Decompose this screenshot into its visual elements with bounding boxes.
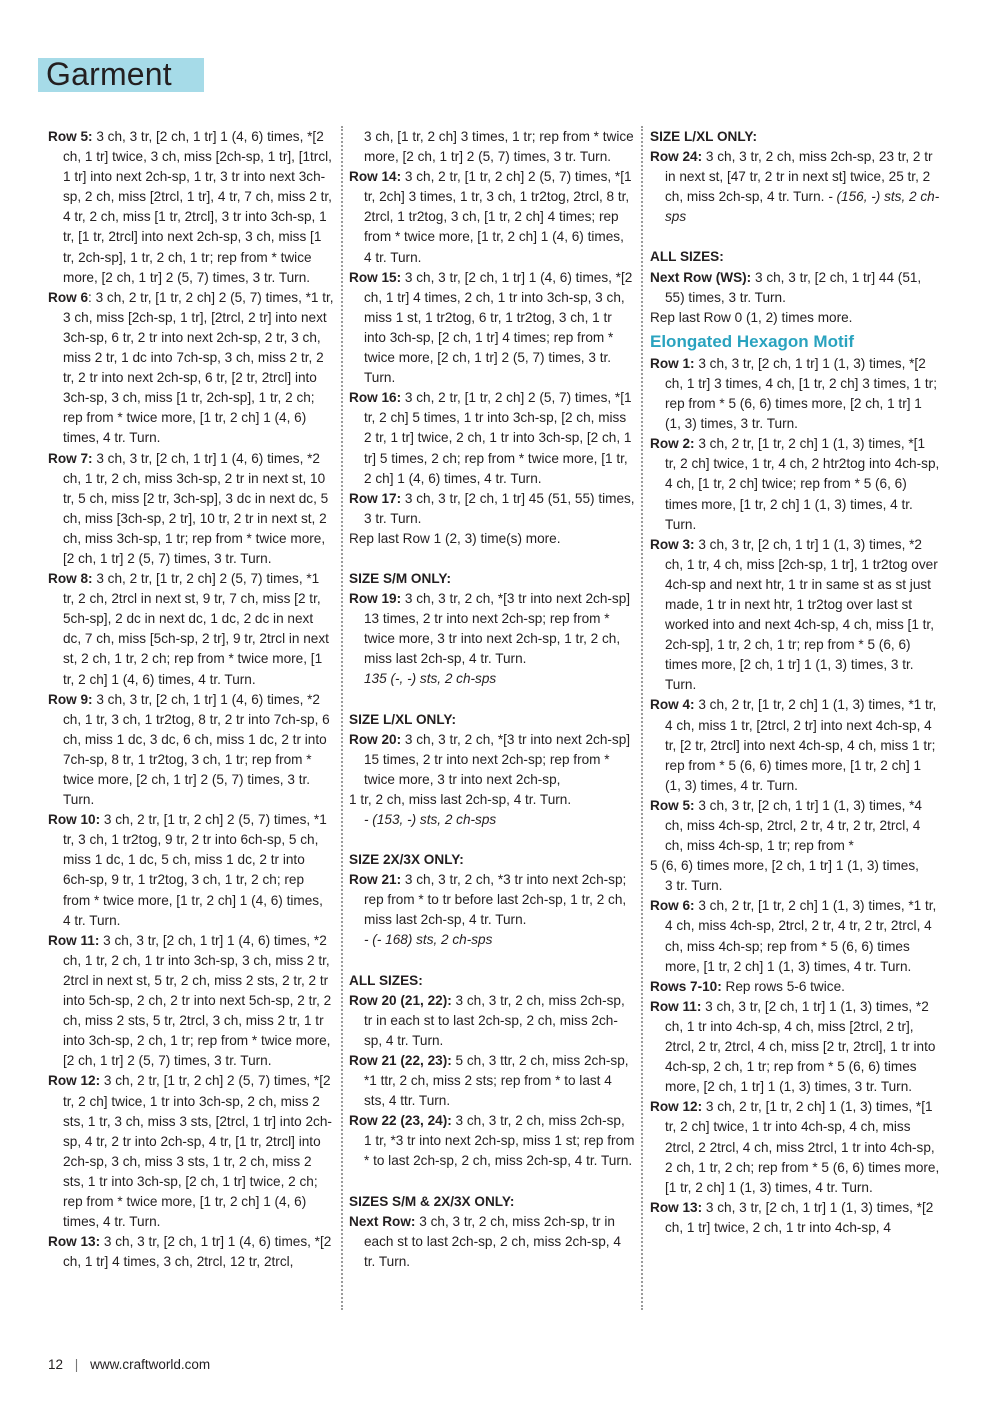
plain-text: 1 tr, 2 ch, miss last 2ch-sp, 4 tr. Turn. [349, 791, 572, 807]
spacer [349, 690, 635, 710]
row-label: Row 7: [48, 450, 93, 466]
stitch-count: - (- 168) sts, 2 ch-sps [364, 932, 493, 948]
row-text: 3 ch, 3 tr, 2 ch, miss 2ch-sp, 1 tr, *3 tr into next 2ch-sp, miss 1 st; rep from * to last 2ch-sp, 2 ch, miss 2ch-sp, 4 tr. Turn. [364, 1113, 635, 1169]
instruction-row [48, 1232, 334, 1272]
spacer [349, 1172, 635, 1192]
size-heading: SIZE L/XL ONLY: [349, 711, 457, 727]
spacer [349, 549, 635, 569]
instruction-row [650, 977, 940, 997]
instruction-row [349, 870, 635, 930]
row-text: 3 ch, 3 tr, [2 ch, 1 tr] 1 (4, 6) times, *2 ch, 1 tr, 2 ch, 1 tr into 3ch-sp, 3 ch, miss 2 tr, 2trcl in next st, 5 tr, 2 ch, miss 2 sts, 2 tr, 2 tr into 5ch-sp, 2 ch, 2 tr into next 5ch-sp, 2 tr, 2 ch, miss 2 sts, 5 tr, 2trcl, 3 ch, miss 2 tr, 1 tr into 3ch-sp, 2 ch, 1 tr; rep from * twice more, [2 ch, 1 tr] 2 (5, 7) times, 3 tr. Turn. [63, 932, 332, 1069]
instruction-row [349, 167, 635, 267]
column-divider [341, 126, 343, 1310]
row-label: Row 4: [650, 697, 695, 713]
row-label: Row 6 [48, 289, 89, 305]
row-text: 3 ch, 3 tr, 2 ch, miss 2ch-sp, 23 tr, 2 tr in next st, [47 tr, 2 tr in next st] twice, 25 tr, 2 ch, miss 2ch-sp, 4 tr. Turn. [665, 149, 933, 205]
row-label: Row 21 (22, 23): [349, 1052, 452, 1068]
stitch-count: - (156, -) sts, 2 ch-sps [665, 189, 940, 225]
page-number: 12 [48, 1357, 64, 1372]
instruction-row [48, 127, 334, 288]
size-heading: SIZE 2X/3X ONLY: [349, 852, 464, 868]
row-text: 3 ch, 2 tr, [1 tr, 2 ch] 1 (1, 3) times, *1 tr, 4 ch, miss 1 tr, [2trcl, 2 tr] into next 4ch-sp, 4 tr, [2 tr, 2trcl] into next 4ch-sp, 4 ch, miss 1 tr; rep from * 5 (6, 6) times more, [1 tr, 2 ch] 1 (1, 3) times, 4 tr. Turn. [665, 697, 937, 793]
motif-heading: Elongated Hexagon Motif [650, 331, 854, 351]
row-text: 3 ch, 3 tr, [2 ch, 1 tr] 45 (51, 55) times, 3 tr. Turn. [364, 490, 635, 526]
row-label: Row 20 (21, 22): [349, 992, 452, 1008]
column-divider [641, 126, 643, 1310]
row-label: Row 17: [349, 490, 402, 506]
instruction-row [650, 896, 940, 976]
row-label: Row 21: [349, 872, 402, 888]
instruction-row [650, 796, 940, 856]
spacer [650, 227, 940, 247]
row-text: 3 ch, 3 tr, 2 ch, *[3 tr into next 2ch-sp] 15 times, 2 tr into next 2ch-sp; rep from * twice more, 3 tr into next 2ch-sp, [364, 731, 631, 787]
instruction-row [349, 589, 635, 669]
instruction-row [349, 268, 635, 389]
website-link[interactable]: www.craftworld.com [90, 1357, 211, 1372]
row-text: 3 ch, 2 tr, [1 tr, 2 ch] 2 (5, 7) times, *[2 tr, 2 ch] twice, 1 tr into 3ch-sp, 2 ch, miss 2 sts, 1 tr, 3 ch, miss 3 sts, [2trcl, 1 tr] into 2ch-sp, 4 tr, 2 tr into 2ch-sp, 4 tr, [1 tr, 2trcl] into 2ch-sp, 3 ch, miss 3 sts, 1 tr, 2 ch, miss 2 sts, 1 tr into 3ch-sp, [2 ch, 1 tr] twice, 2 ch; rep from * twice more, [1 tr, 2 ch] 1 (4, 6) times, 4 tr. Turn. [63, 1073, 332, 1230]
row-label: Row 12: [48, 1073, 101, 1089]
instruction-row [650, 1097, 940, 1197]
instruction-row [650, 268, 940, 308]
row-text: 3 ch, 3 tr, [2 ch, 1 tr] 1 (1, 3) times, *2 ch, 1 tr, 4 ch, miss [2ch-sp, 1 tr], 1 tr2tog over 4ch-sp and next htr, 1 tr in same st as st just made, 1 tr in next htr, 1 tr2tog over last st worked into and next 4ch-sp, 4 ch, miss [1 tr, 2ch-sp], 1 tr, 2 ch, 1 tr; rep from * 5 (6, 6) times more, [2 ch, 1 tr] 1 (1, 3) times, 3 tr. Turn. [665, 536, 938, 693]
plain-text: Rep last Row 0 (1, 2) times more. [650, 309, 853, 325]
instruction-row [650, 535, 940, 696]
instruction-row [48, 288, 334, 449]
instruction-row [349, 730, 635, 790]
row-text: 3 ch, 3 tr, [2 ch, 1 tr] 1 (1, 3) times, *2 ch, 1 tr into 4ch-sp, 4 ch, miss [2trcl, 2 tr], 2trcl, 2 tr, 2trcl, 4 ch, miss [2 tr, 2trcl], 1 tr into 4ch-sp, 2 ch, 1 tr; rep from * 5 (6, 6) times more, [2 ch, 1 tr] 1 (1, 3) times, 3 tr. Turn. [665, 998, 936, 1095]
row-label: Row 3: [650, 536, 695, 552]
row-label: Row 9: [48, 691, 93, 707]
size-heading: SIZE L/XL ONLY: [650, 129, 758, 144]
instruction-row [48, 449, 334, 570]
stitch-count: 135 (-, -) sts, 2 ch-sps [364, 671, 497, 687]
row-text: 3 ch, 2 tr, [1 tr, 2 ch] 2 (5, 7) times, *[1 tr, 2 ch] 5 times, 1 tr into 3ch-sp, [2 ch, miss 2 tr, 1 tr] twice, 2 ch, 1 tr into 3ch-sp, [2 ch, 1 tr] 5 times, 2 ch; rep from * twice more, [1 tr, 2 ch] 1 (4, 6) times, 4 tr. Turn. [364, 390, 632, 486]
size-heading: ALL SIZES: [349, 972, 423, 988]
row-text: 3 ch, 3 tr, [2 ch, 1 tr] 1 (1, 3) times, *[2 ch, 1 tr] 3 times, 4 ch, [1 tr, 2 ch] 3 times, 1 tr; rep from * 5 (6, 6) times more, [2 ch, 1 tr] 1 (1, 3) times, 3 tr. Turn. [665, 355, 937, 432]
row-label: Next Row (WS): [650, 269, 752, 285]
instruction-row [48, 810, 334, 931]
row-label: Row 5: [650, 797, 695, 813]
row-label: Row 5: [48, 129, 93, 144]
row-text: 3 ch, 2 tr, [1 tr, 2 ch] 2 (5, 7) times, *1 tr, 3 ch, 1 tr2tog, 9 tr, 2 tr into 6ch-sp, 5 ch, miss 1 dc, 1 dc, 5 ch, miss 1 dc, 2 tr into 6ch-sp, 9 tr, 1 tr2tog, 3 ch, 1 tr, 2 ch; rep from * twice more, [1 tr, 2 ch] 1 (4, 6) times, 4 tr. Turn. [63, 812, 327, 928]
instruction-row [650, 1198, 940, 1238]
instruction-row [48, 1071, 334, 1232]
instruction-row [349, 489, 635, 529]
instruction-row [349, 388, 635, 488]
row-label: Row 13: [650, 1199, 703, 1215]
indented-text: 3 tr. Turn. [665, 878, 723, 894]
row-text: 3 ch, 3 tr, [2 ch, 1 tr] 1 (4, 6) times, *[2 ch, 1 tr] 4 times, 3 ch, 2trcl, 12 tr, 2trcl, [63, 1234, 332, 1270]
text-column-1 [48, 127, 334, 1272]
row-label: Row 11: [650, 998, 702, 1014]
row-text: 3 ch, 3 tr, [2 ch, 1 tr] 1 (4, 6) times, *2 ch, 1 tr, 3 ch, 1 tr2tog, 8 tr, 2 tr into 7ch-sp, 6 ch, miss 1 dc, 3 dc, 6 ch, miss 1 dc, 2 tr into 7ch-sp, 8 tr, 1 tr2tog, 3 ch, 1 tr; rep from * twice more, [2 ch, 1 tr] 2 (5, 7) times, 3 tr. Turn. [63, 691, 330, 808]
row-text: 3 ch, 3 tr, [2 ch, 1 tr] 1 (1, 3) times, *[2 ch, 1 tr] twice, 2 ch, 1 tr into 4ch-sp, 4 [665, 1199, 934, 1235]
row-text: 3 ch, 3 tr, 2 ch, *3 tr into next 2ch-sp; rep from * to tr before last 2ch-sp, 1 tr, 2 ch, miss last 2ch-sp, 4 tr. Turn. [364, 872, 627, 928]
row-text: 3 ch, 3 tr, [2 ch, 1 tr] 1 (1, 3) times, *4 ch, miss 4ch-sp, 2trcl, 2 tr, 4 tr, 2 tr, 2trcl, 4 ch, miss 4ch-sp, 1 tr; rep from * [665, 797, 922, 854]
instruction-row [349, 1051, 635, 1111]
row-label: Row 19: [349, 591, 402, 607]
spacer [349, 951, 635, 971]
row-label: Row 6: [650, 898, 695, 914]
plain-text: 5 (6, 6) times more, [2 ch, 1 tr] 1 (1, 3) times, [650, 858, 919, 874]
row-label: Row 24: [650, 149, 703, 165]
size-heading: ALL SIZES: [650, 249, 724, 265]
spacer [349, 830, 635, 850]
row-text: 3 ch, 2 tr, [1 tr, 2 ch] 1 (1, 3) times, *[1 tr, 2 ch] twice, 1 tr, 4 ch, 2 htr2tog into 4ch-sp, 4 ch, [1 tr, 2 ch] twice; rep from * 5 (6, 6) times more, [1 tr, 2 ch] 1 (1, 3) times, 4 tr. Turn. [665, 436, 940, 532]
section-title: Garment [46, 56, 172, 92]
row-text: 3 ch, 2 tr, [1 tr, 2 ch] 2 (5, 7) times, *1 tr, 2 ch, 2trcl in next st, 9 tr, 7 ch, miss [2 tr, 5ch-sp], 2 dc in next dc, 1 dc, 2 dc in next dc, 7 ch, miss [5ch-sp, 2 tr], 9 tr, 2trcl in next st, 2 ch, 1 tr, 2 ch; rep from * twice more, [1 tr, 2 ch] 1 (4, 6) times, 4 tr. Turn. [63, 571, 329, 687]
instruction-row [650, 997, 940, 1097]
row-text: : 3 ch, 2 tr, [1 tr, 2 ch] 2 (5, 7) times, *1 tr, 3 ch, miss [2ch-sp, 1 tr], [2trcl, 2 tr] into next 3ch-sp, 6 tr, 2 tr into next 2ch-sp, 2 tr, 3 ch, miss 2 tr, 1 dc into 7ch-sp, 3 ch, miss 2 tr, 2 tr, 2 tr into next 2ch-sp, 6 tr, [2 tr, 2trcl] into 3ch-sp, 3 ch, miss [1 tr, 2ch-sp], 1 tr, 2 ch; rep from * twice more, [1 tr, 2 ch] 1 (4, 6) times, 4 tr. Turn. [63, 289, 334, 446]
row-text: 3 ch, 3 tr, [2 ch, 1 tr] 1 (4, 6) times, *[2 ch, 1 tr] 4 times, 2 ch, 1 tr into 3ch-sp, 3 ch, miss 1 st, 1 tr2tog, 6 tr, 1 tr2tog, 3 ch, 1 tr into 3ch-sp, [2 ch, 1 tr] 4 times; rep from * twice more, [2 ch, 1 tr] 2 (5, 7) times, 3 tr. Turn. [364, 269, 633, 386]
row-label: Row 12: [650, 1099, 703, 1115]
row-label: Next Row: [349, 1213, 416, 1229]
instruction-row [349, 1212, 635, 1272]
size-heading: SIZE S/M ONLY: [349, 570, 451, 586]
row-text: 3 ch, 3 tr, 2 ch, *[3 tr into next 2ch-sp] 13 times, 2 tr into next 2ch-sp; rep from * twice more, 3 tr into next 2ch-sp, 1 tr, 2 ch, miss last 2ch-sp, 4 tr. Turn. [364, 591, 631, 667]
row-text: 3 ch, 3 tr, 2 ch, miss 2ch-sp, tr in each st to last 2ch-sp, 2 ch, miss 2ch-sp, 4 tr. Turn. [364, 992, 625, 1048]
instruction-row [349, 991, 635, 1051]
row-label: Row 11: [48, 932, 100, 948]
row-label: Row 10: [48, 812, 101, 828]
row-text: 3 ch, 2 tr, [1 tr, 2 ch] 1 (1, 3) times, *[1 tr, 2 ch] twice, 1 tr into 4ch-sp, 4 ch, miss 2trcl, 2 2trcl, 4 ch, miss 2trcl, 1 tr into 4ch-sp, 2 ch, 1 tr, 2 ch; rep from * 5 (6, 6) times more, [1 tr, 2 ch] 1 (1, 3) times, 4 tr. Turn. [665, 1099, 940, 1195]
row-text: Rep rows 5-6 twice. [721, 978, 845, 994]
row-text: 5 ch, 3 ttr, 2 ch, miss 2ch-sp, *1 ttr, 2 ch, miss 2 sts; rep from * to last 4 sts, 4 ttr. Turn. [364, 1052, 629, 1109]
instruction-row [650, 147, 940, 227]
continued-text: 3 ch, [1 tr, 2 ch] 3 times, 1 tr; rep from * twice more, [2 ch, 1 tr] 2 (5, 7) times, 3 tr. Turn. [364, 129, 634, 165]
row-label: Row 22 (23, 24): [349, 1113, 452, 1129]
instruction-row [650, 695, 940, 795]
row-text: 3 ch, 2 tr, [1 tr, 2 ch] 1 (1, 3) times, *1 tr, 4 ch, miss 4ch-sp, 2trcl, 2 tr, 4 tr, 2 tr, 2trcl, 4 ch, miss 4ch-sp; rep from * 5 (6, 6) times more, [1 tr, 2 ch] 1 (1, 3) times, 4 tr. Turn. [665, 898, 937, 974]
row-text: 3 ch, 3 tr, [2 ch, 1 tr] 1 (4, 6) times, *[2 ch, 1 tr] twice, 3 ch, miss [2ch-sp, 1 tr], [1trcl, 1 tr] into next 2ch-sp, 1 tr, 3 tr into next 3ch-sp, 2 ch, miss [2trcl, 1 tr], 4 tr, 7 ch, miss 2 tr, 4 tr, 2 ch, miss [1 tr, 2trcl], 3 tr into 3ch-sp, 1 tr, [1 tr, 2trcl] into next 2ch-sp, 3 ch, miss [1 tr, 2ch-sp], 1 tr, 2 ch, 1 tr; rep from * twice more, [2 ch, 1 tr] 2 (5, 7) times, 3 tr. Turn. [63, 129, 332, 285]
instruction-row [48, 690, 334, 811]
row-text: 3 ch, 3 tr, [2 ch, 1 tr] 1 (4, 6) times, *2 ch, 1 tr, 2 ch, miss 3ch-sp, 2 tr in next st, 10 tr, 5 ch, miss [2 tr, 3ch-sp], 3 dc in next dc, 5 ch, miss [3ch-sp, 2 tr], 10 tr, 2 tr in next st, 2 ch, miss 3ch-sp, 1 tr; rep from * twice more, [2 ch, 1 tr] 2 (5, 7) times, 3 tr. Turn. [63, 450, 329, 566]
row-label: Row 16: [349, 390, 402, 406]
row-text: 3 ch, 3 tr, 2 ch, miss 2ch-sp, tr in each st to last 2ch-sp, 2 ch, miss 2ch-sp, 4 tr. Turn. [364, 1213, 621, 1269]
footer-separator: | [74, 1357, 79, 1372]
instruction-row [349, 1111, 635, 1171]
instruction-row [48, 931, 334, 1072]
page-footer [48, 1356, 210, 1374]
size-heading: SIZES S/M & 2X/3X ONLY: [349, 1193, 515, 1209]
row-label: Row 14: [349, 169, 402, 185]
row-text: 3 ch, 2 tr, [1 tr, 2 ch] 2 (5, 7) times, *[1 tr, 2ch] 3 times, 1 tr, 3 ch, 1 tr2tog, 2trcl, 8 tr, 2trcl, 1 tr2tog, 3 ch, [1 tr, 2 ch] 4 times; rep from * twice more, [1 tr, 2 ch] 1 (4, 6) times, 4 tr. Turn. [364, 169, 632, 265]
text-column-3 [650, 127, 940, 1238]
row-label: Row 20: [349, 731, 402, 747]
row-label: Row 13: [48, 1234, 101, 1250]
instruction-row [48, 569, 334, 690]
plain-text: Rep last Row 1 (2, 3) time(s) more. [349, 530, 561, 546]
row-label: Row 15: [349, 269, 402, 285]
row-text: 3 ch, 3 tr, [2 ch, 1 tr] 44 (51, 55) times, 3 tr. Turn. [665, 269, 922, 305]
instruction-row [650, 434, 940, 534]
instruction-row [650, 354, 940, 434]
text-column-2 [349, 127, 635, 1272]
row-label: Row 2: [650, 436, 695, 452]
row-label: Row 1: [650, 355, 695, 371]
row-label: Rows 7-10: [650, 978, 722, 994]
row-label: Row 8: [48, 571, 93, 587]
stitch-count: - (153, -) sts, 2 ch-sps [364, 812, 497, 827]
